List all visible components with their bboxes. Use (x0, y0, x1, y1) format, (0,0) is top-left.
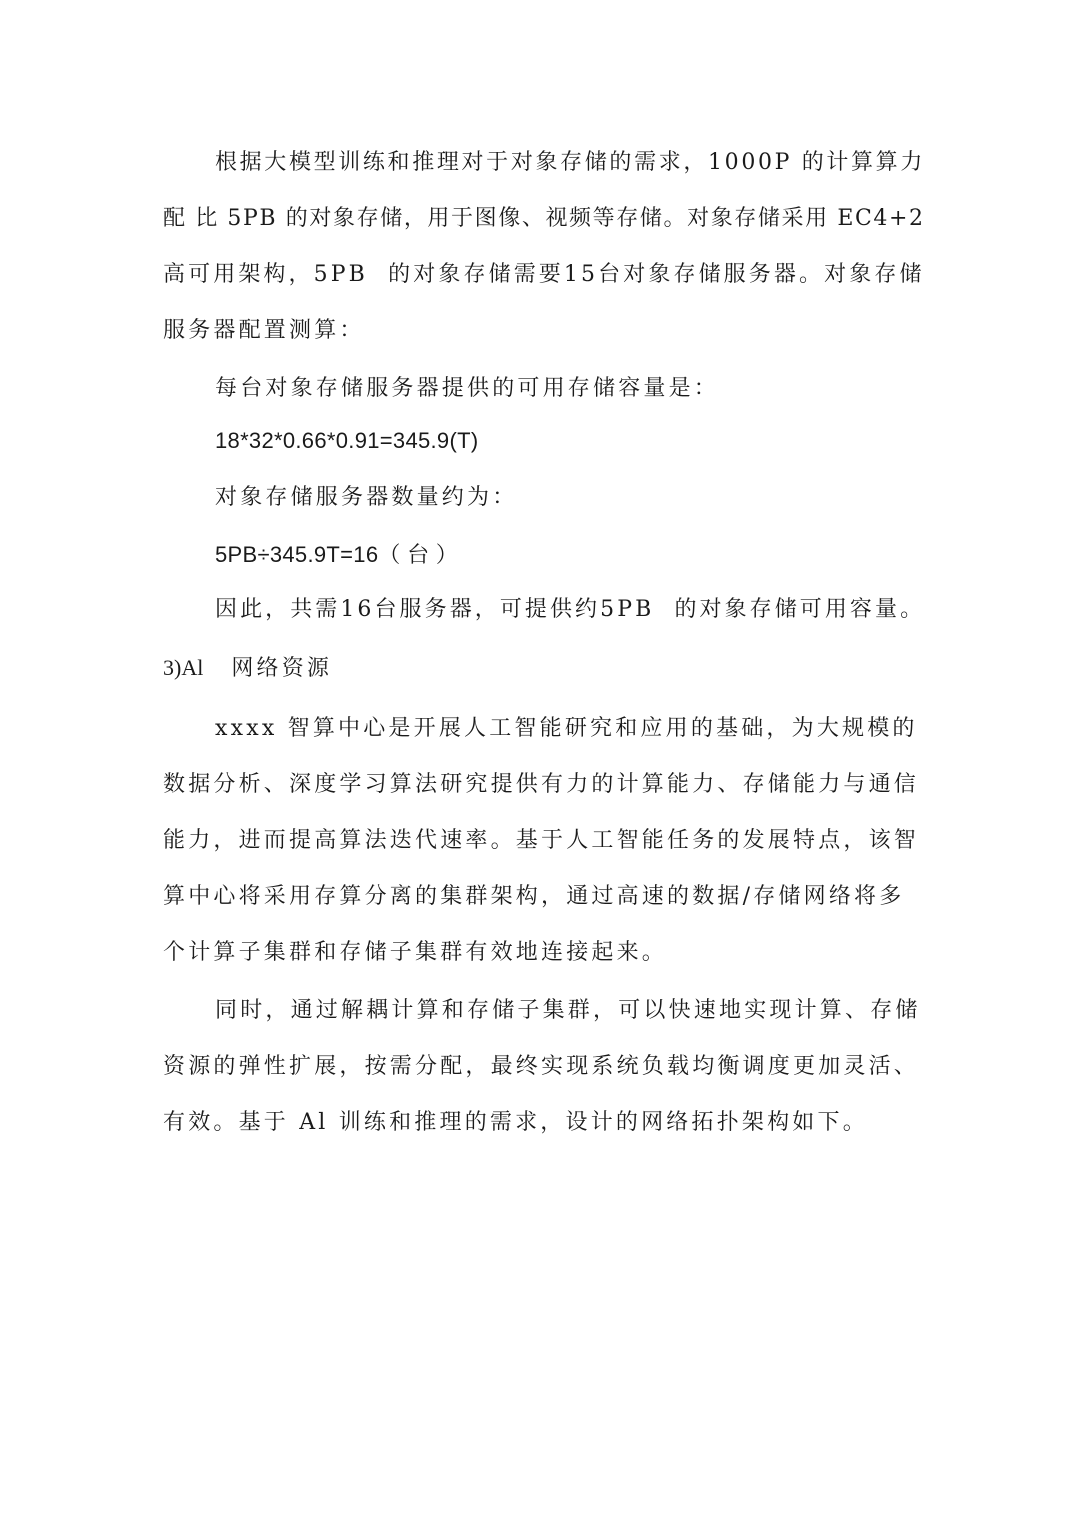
conclusion-text: 因此，共需16台服务器，可提供约5PB 的对象存储可用容量。 (215, 597, 926, 622)
paragraph-1-line-1: 根据大模型训练和推理对于对象存储的需求，1000P 的计算算力 (215, 150, 925, 175)
server-count-label: 对象存储服务器数量约为： (215, 485, 518, 510)
paragraph-3-line-2: 资源的弹性扩展，按需分配，最终实现系统负载均衡调度更加灵活、 (163, 1054, 920, 1079)
paragraph-2-line-2: 数据分析、深度学习算法研究提供有力的计算能力、存储能力与通信 (163, 772, 920, 797)
paragraph-1-line-3: 高可用架构，5PB 的对象存储需要15台对象存储服务器。对象存储 (163, 262, 925, 287)
capacity-formula: 18*32*0.66*0.91=345.9(T) (215, 428, 479, 453)
section-number: 3)Al (163, 655, 204, 680)
capacity-label: 每台对象存储服务器提供的可用存储容量是： (215, 376, 720, 401)
paragraph-1-line-2: 配 比 5PB 的对象存储，用于图像、视频等存储。对象存储采用 EC4+2 (163, 206, 925, 231)
paragraph-3-line-1: 同时，通过解耦计算和存储子集群，可以快速地实现计算、存储 (215, 998, 921, 1023)
section-heading (163, 653, 332, 683)
paragraph-3-line-3: 有效。基于 Al 训练和推理的需求，设计的网络拓扑架构如下。 (163, 1110, 868, 1135)
server-count-formula: 5PB÷345.9T=16（ 台 ） (215, 542, 459, 567)
paragraph-2-line-4: 算中心将采用存算分离的集群架构，通过高速的数据/存储网络将多 (163, 884, 905, 909)
paragraph-2-line-3: 能力，进而提高算法迭代速率。基于人工智能任务的发展特点，该智 (163, 828, 920, 853)
paragraph-1-line-4: 服务器配置测算： (163, 318, 365, 343)
paragraph-2-line-5: 个计算子集群和存储子集群有效地连接起来。 (163, 940, 668, 965)
paragraph-2-line-1: xxxx 智算中心是开展人工智能研究和应用的基础，为大规模的 (215, 716, 918, 741)
section-title: 网络资源 (231, 655, 333, 680)
